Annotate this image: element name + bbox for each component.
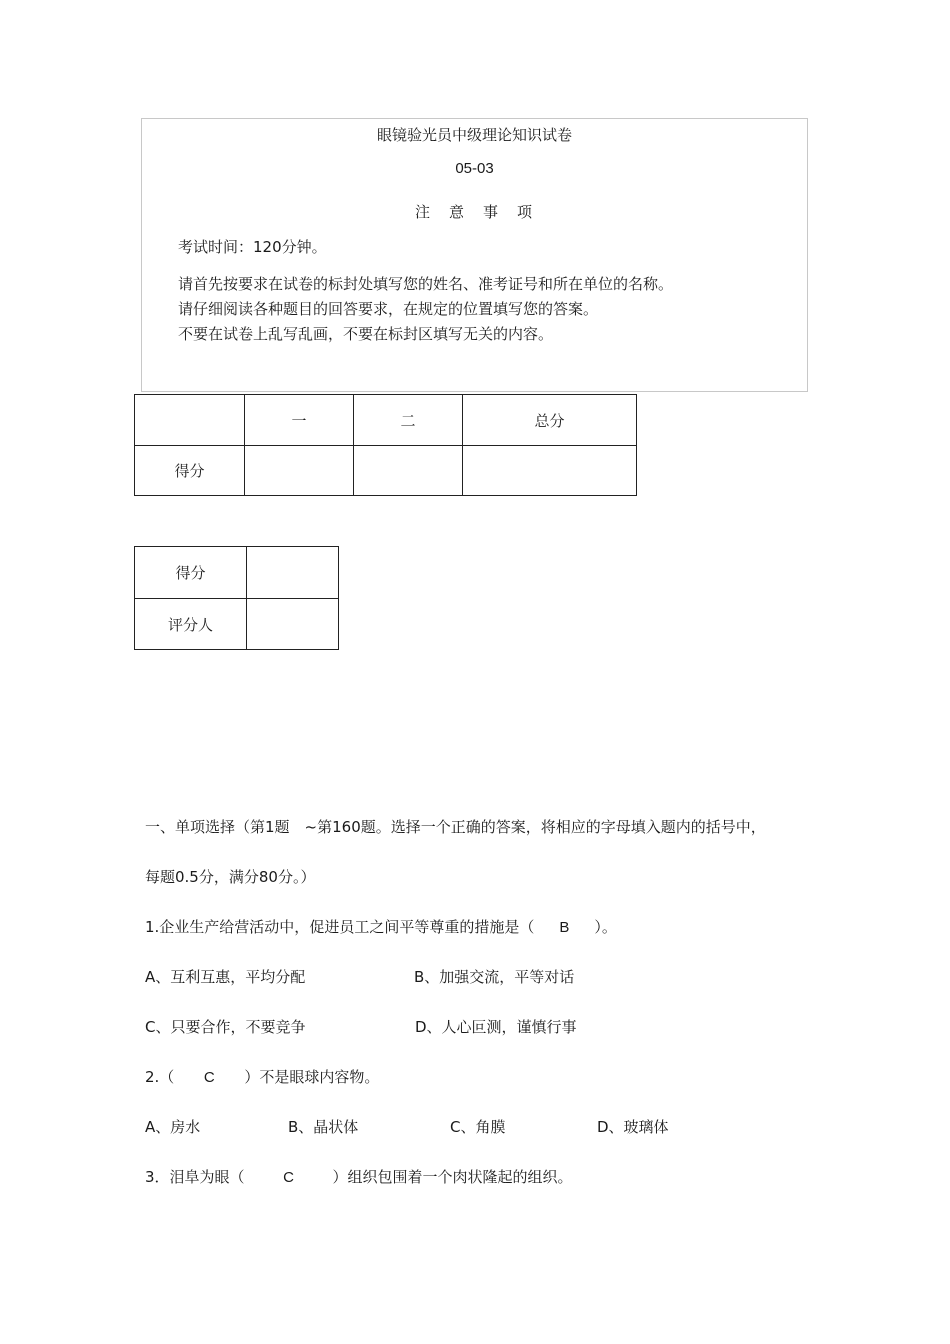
score-table-row-label: 得分 xyxy=(135,446,245,496)
score-table-header-row xyxy=(135,395,637,446)
question-1-text: 1.企业生产给营活动中，促进员工之间平等尊重的措施是（ xyxy=(145,918,535,936)
question-1-answer[interactable]: B xyxy=(559,919,570,936)
exam-title: 眼镜验光员中级理论知识试卷 xyxy=(376,126,572,144)
instruction-1: 请首先按要求在试卷的标封处填写您的姓名、准考证号和所在单位的名称。 xyxy=(178,275,674,293)
question-2 xyxy=(145,1066,379,1087)
grader-table-grader-label: 评分人 xyxy=(135,599,247,650)
score-table-header-part1: 一 xyxy=(245,395,354,446)
question-2-answer[interactable]: C xyxy=(203,1069,215,1086)
question-3-text: 3．泪阜为眼（ xyxy=(145,1168,245,1186)
section1-intro-line1: 一、单项选择（第1题 ~第160题。选择一个正确的答案，将相应的字母填入题内的括号中， xyxy=(145,818,766,836)
score-table xyxy=(134,394,637,496)
grader-table-grader-cell[interactable] xyxy=(247,599,339,650)
score-table-header-part2: 二 xyxy=(354,395,463,446)
question-1-option-a: A、互利互惠，平均分配 xyxy=(145,968,306,986)
question-1 xyxy=(145,916,617,937)
question-1-option-c: C、只要合作，不要竞争 xyxy=(145,1018,306,1036)
question-2-text: 2.（ xyxy=(145,1068,175,1086)
question-3-answer[interactable]: C xyxy=(283,1169,294,1186)
grader-table-score-row xyxy=(135,547,339,599)
question-1-option-b: B、加强交流，平等对话 xyxy=(414,968,575,986)
question-3 xyxy=(145,1166,573,1187)
score-table-header-blank xyxy=(135,395,245,446)
exam-time: 考试时间：120分钟。 xyxy=(178,238,327,256)
score-cell-part1[interactable] xyxy=(245,446,354,496)
grader-table-score-cell[interactable] xyxy=(247,547,339,599)
grader-table xyxy=(134,546,339,650)
instruction-2: 请仔细阅读各种题目的回答要求，在规定的位置填写您的答案。 xyxy=(178,300,599,318)
instruction-3: 不要在试卷上乱写乱画，不要在标封区填写无关的内容。 xyxy=(178,325,554,343)
notice-heading: 注 意 事 项 xyxy=(414,203,534,221)
question-2-text-end: ）不是眼球内容物。 xyxy=(244,1068,380,1086)
grader-table-score-label: 得分 xyxy=(135,547,247,599)
grader-table-grader-row xyxy=(135,599,339,650)
question-3-text-end: ）组织包围着一个肉状隆起的组织。 xyxy=(332,1168,573,1186)
score-table-score-row xyxy=(135,446,637,496)
question-2-option-d: D、玻璃体 xyxy=(597,1118,669,1136)
score-cell-total[interactable] xyxy=(463,446,637,496)
exam-code: 05-03 xyxy=(455,160,494,177)
question-2-option-a: A、房水 xyxy=(145,1118,201,1136)
question-1-option-d: D、人心叵测，谨慎行事 xyxy=(415,1018,577,1036)
notice-box xyxy=(141,118,808,392)
question-1-text-end: ）。 xyxy=(594,918,617,936)
score-table-header-total: 总分 xyxy=(463,395,637,446)
score-cell-part2[interactable] xyxy=(354,446,463,496)
section1-intro-line2: 每题0.5分，满分80分。） xyxy=(145,868,316,886)
question-2-option-c: C、角膜 xyxy=(450,1118,506,1136)
question-2-option-b: B、晶状体 xyxy=(288,1118,359,1136)
